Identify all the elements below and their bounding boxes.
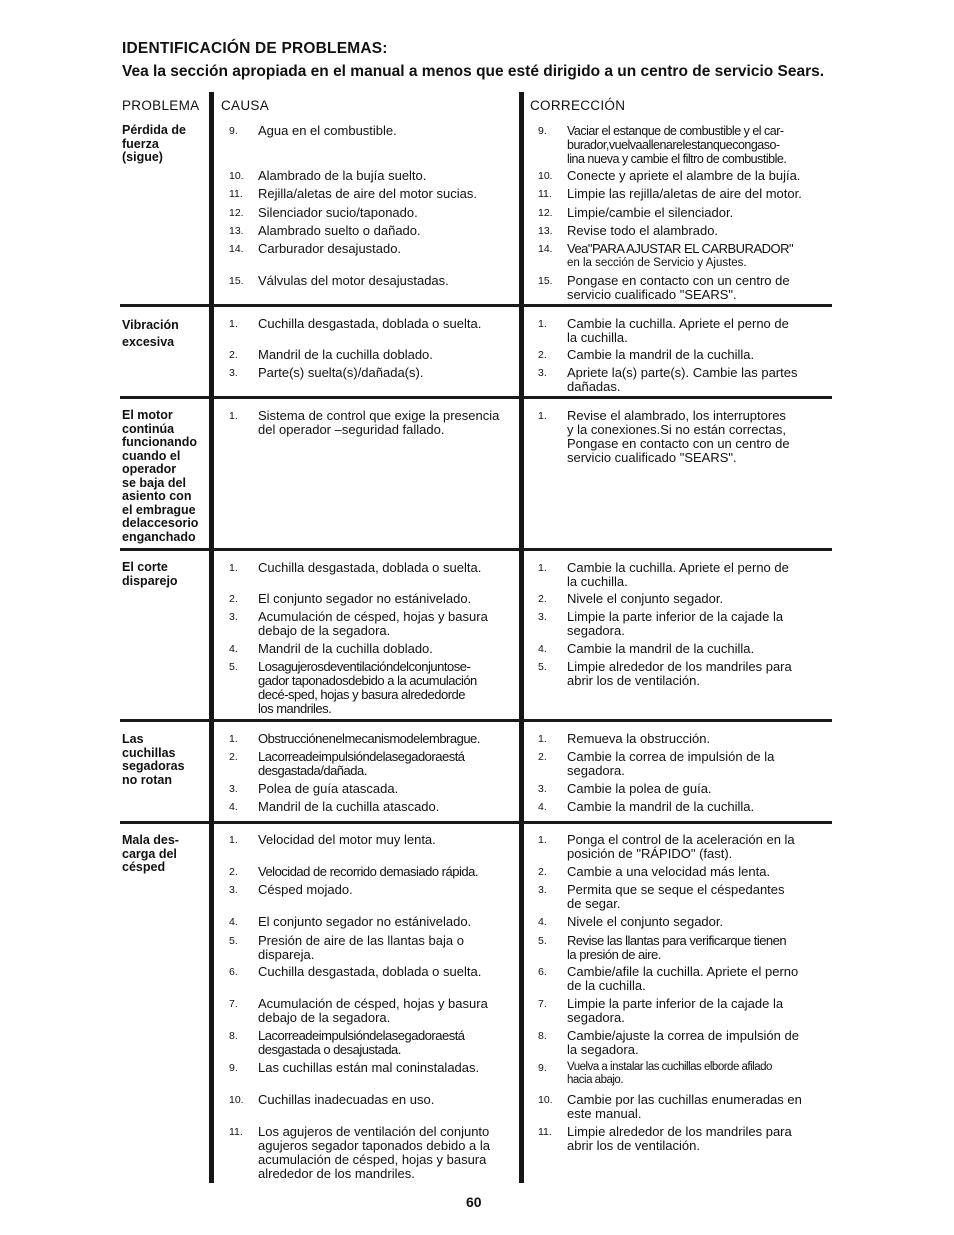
page-number: 60 (466, 1194, 482, 1210)
problem-label: El corte disparejo (122, 560, 178, 588)
section-separator (120, 821, 832, 824)
problem-label: Pérdida de fuerza (sigue) (122, 123, 186, 164)
section-separator (120, 719, 832, 722)
problem-label: El motor continúa funcionando cuando el operador se baja del asiento con el embrague delaccesorio enganchado (122, 408, 199, 544)
problem-label: Las cuchillas segadoras no rotan (122, 732, 185, 787)
problem-label: Vibración excesiva (122, 318, 179, 349)
manual-page: IDENTIFICACIÓN DE PROBLEMAS: Vea la sección apropiada en el manual a menos que esté dirigido a un centro de servicio Sears. PROBLEMA CAUSA CORRECCIÓN Pérdida de fuerza (sigue) 9. Agua en el combustible. 10. Alambrado de la bujía suelto. 11. Rejilla/aletas de aire del motor sucias. 12. Silenciador sucio/taponado. 13. Alambrado suelto o dañado. 14. Carburador desajustado. 15. Válvulas del motor desajustadas. 9. Vaciar el estanque de combustible y el car- burador,vuelvaallenarelestanquecongaso- lina nueva y cambie el filtro de combustible. 10. Conecte y apriete el alambre de la bujía. 11. Limpie las rejilla/aletas de aire del motor. 12. Limpie/cambie el silenciador. 13. Revise todo el alambrado. 14. Vea"PARA AJUSTAR EL CARBURADOR" en la sección de Servicio y Ajustes. 15. Pongase en contacto con un centro de servicio cualificado "SEARS". Vibración excesiva 1. Cuchilla desgastada, doblada o suelta. 2. Mandril de la cuchilla doblado. 3. Parte(s) suelta(s)/dañada(s). 1. Cambie la cuchilla. Apriete el perno de la cuchilla. 2. Cambie la mandril de la cuchilla. 3. Apriete la(s) parte(s). Cambie las partes dañadas. El motor continúa funcionando cuando el operador se baja del asiento con el embrague delaccesorio enganchado 1. Sistema de control que exige la presencia del operador –seguridad fallado. 1. Revise el alambrado, los interruptores y la conexiones.Si no están correctas, Pongase en contacto con un centro de servicio cualificado "SEARS". El corte disparejo 1. Cuchilla desgastada, doblada o suelta. 2. El conjunto segador no estánivelado. 3. Acumulación de césped, hojas y basura debajo de la segadora. 4. Mandril de la cuchilla doblado. 5. Losagujerosdeventilacióndelconjuntose- gador taponadosdebido a la acumulación decé-sped, hojas y basura alrededorde los mandriles. 1. Cambie la cuchilla. Apriete el perno de la cuchilla. 2. Nivele el conjunto segador. 3. Limpie la parte inferior de la cajade la segadora. 4. Cambie la mandril de la cuchilla. 5. Limpie alrededor de los mandriles para abrir los de ventilación. Las cuchillas segadoras no rotan 1. Obstrucciónenelmecanismodelembrague. 2. Lacorreadeimpulsióndelasegadoraestá desgastada/dañada. 3. Polea de guía atascada. 4. Mandril de la cuchilla atascado. 1. Remueva la obstrucción. 2. Cambie la correa de impulsión de la segadora. 3. Cambie la polea de guía. 4. Cambie la mandril de la cuchilla. Mala des- carga del césped 1. Velocidad del motor muy lenta. 2. Velocidad de recorrido demasiado rápida. 3. Césped mojado. 4. El conjunto segador no estánivelado. 5. Presión de aire de las llantas baja o dispareja. 6. Cuchilla desgastada, doblada o suelta. 7. Acumulación de césped, hojas y basura debajo de la segadora. 8. Lacorreadeimpulsióndelasegadoraestá desgastada o desajustada. 9. Las cuchillas están mal coninstaladas. 10. Cuchillas inadecuadas en uso. 11. Los agujeros de ventilación del conjunto agujeros segador taponados debido a la acumulación de césped, hojas y basura alrededor de los mandriles. 1. Ponga el control de la aceleración en la posición de "RÁPIDO" (fast). 2. Cambie a una velocidad más lenta. 3. Permita que se seque el céspedantes de segar. 4. Nivele el conjunto segador. 5. Revise las llantas para verificarque tienen la presión de aire. 6. Cambie/afile la cuchilla. Apriete el perno de la cuchilla. 7. Limpie la parte inferior de la cajade la segadora. 8. Cambie/ajuste la correa de impulsión de la segadora. 9. Vuelva a instalar las cuchillas elborde afilado hacia abajo. 10. Cambie por las cuchillas enumeradas en este manual. 11. Limpie alrededor de los mandriles para abrir los de ventilación. 60 (0, 0, 954, 1235)
column-header-causa: CAUSA (221, 98, 270, 113)
correction-note: en la sección de Servicio y Ajustes. (567, 257, 747, 269)
page-title: IDENTIFICACIÓN DE PROBLEMAS: (122, 40, 388, 57)
section-separator (120, 396, 832, 399)
section-separator (120, 548, 832, 551)
column-header-correccion: CORRECCIÓN (530, 98, 626, 113)
divider-vertical-left (209, 92, 214, 1183)
problem-label: Mala des- carga del césped (122, 833, 179, 874)
section-separator (120, 304, 832, 307)
column-header-problema: PROBLEMA (122, 98, 200, 113)
page-subtitle: Vea la sección apropiada en el manual a menos que esté dirigido a un centro de servicio Sears. (122, 63, 825, 80)
